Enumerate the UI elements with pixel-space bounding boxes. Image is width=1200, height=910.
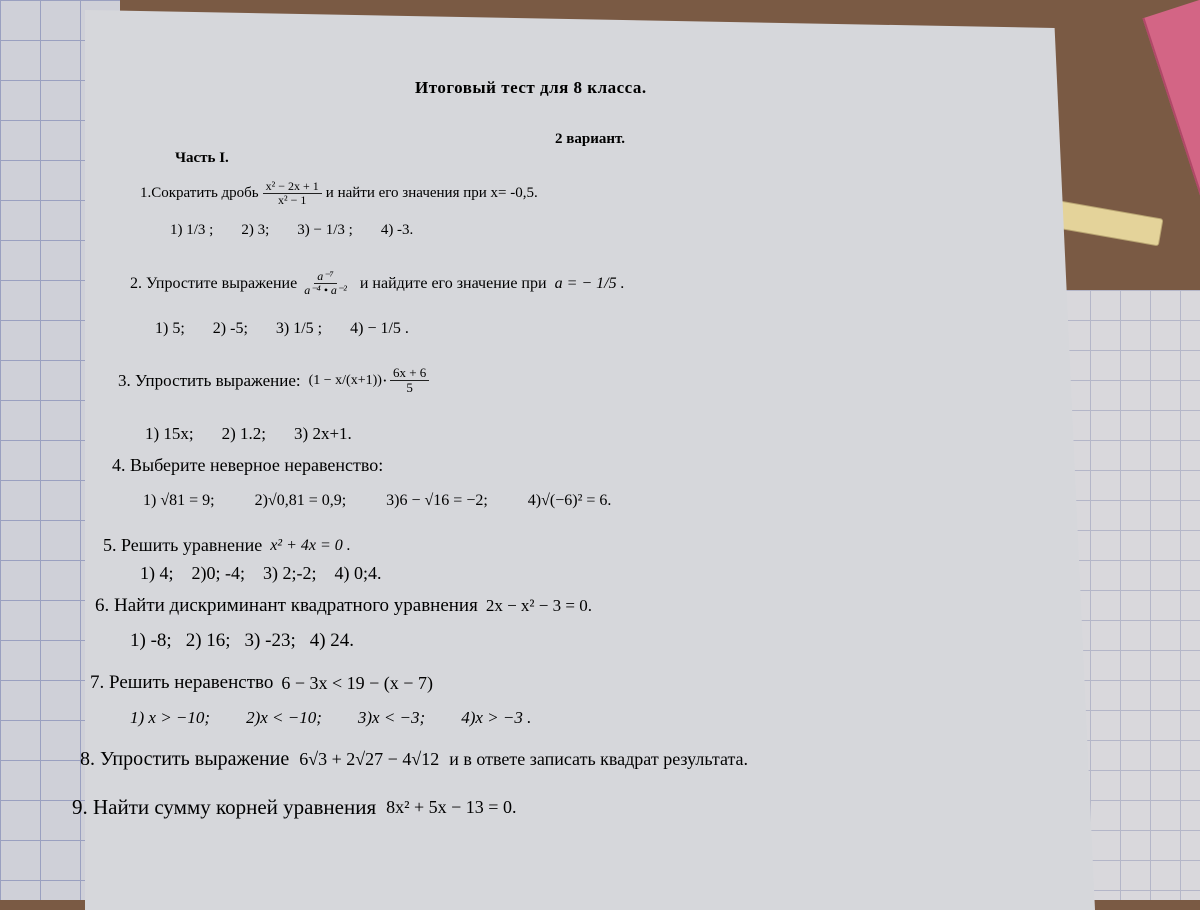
- part-label: Часть I.: [175, 150, 229, 166]
- q7-expr: 6 − 3x < 19 − (х − 7): [281, 672, 433, 693]
- q1-suffix: и найти его значения при х= -0,5.: [325, 185, 538, 202]
- q7-option-1: 1) x > −10;: [130, 708, 211, 727]
- q2-option-4: 4) − 1/5 .: [350, 320, 409, 337]
- q8-suffix: и в ответе записать квадрат результата.: [449, 749, 749, 769]
- variant-label: 2 вариант.: [555, 131, 625, 147]
- q2-denominator: a⁻⁴ • a⁻²: [304, 283, 347, 298]
- q9-prefix: 9. Найти сумму корней уравнения: [72, 795, 377, 819]
- q2-fraction: [301, 270, 350, 297]
- question-1: [140, 180, 538, 207]
- q2-condition: a = − 1/5 .: [554, 274, 625, 292]
- q1-option-3: 3) − 1/3 ;: [297, 222, 353, 238]
- q5-prefix: 5. Решить уравнение: [103, 535, 263, 555]
- q6-options: [130, 630, 382, 652]
- q3-option-1: 1) 15x;: [145, 424, 194, 443]
- q3-option-2: 2) 1.2;: [221, 424, 267, 443]
- q7-options: [130, 708, 559, 728]
- q3-option-3: 3) 2x+1.: [294, 424, 352, 443]
- q1-option-1: 1) 1/3 ;: [170, 222, 214, 238]
- question-6: [95, 595, 592, 617]
- q1-option-2: 2) 3;: [241, 222, 270, 238]
- question-9: [72, 795, 516, 820]
- q2-option-1: 1) 5;: [155, 320, 185, 337]
- question-8: [80, 748, 748, 771]
- q5-option-4: 4) 0;4.: [334, 563, 382, 583]
- q2-option-2: 2) -5;: [212, 320, 248, 337]
- q3-fraction: [390, 366, 429, 396]
- q4-option-3: 3)6 − √16 = −2;: [386, 492, 488, 509]
- q8-expr: 6√3 + 2√27 − 4√12: [299, 749, 440, 769]
- q3-expr-left: (1 − x/(x+1)): [308, 372, 382, 388]
- q5-option-2: 2)0; -4;: [191, 563, 245, 583]
- question-3: 3. Упростить выражение: (1 − x/(x+1)) · $\frac{6x + 6}{5}$: [118, 366, 433, 396]
- q5-option-1: 1) 4;: [140, 563, 174, 583]
- q3-numerator: 6x + 6: [390, 366, 429, 381]
- q6-expr: 2х − х² − 3 = 0.: [485, 596, 592, 615]
- q7-option-2: 2)x < −10;: [246, 708, 322, 727]
- test-title: Итоговый тест для 8 класса.: [415, 78, 647, 97]
- q4-text: 4. Выберите неверное неравенство:: [112, 455, 384, 475]
- q6-option-1: 1) -8;: [130, 630, 172, 651]
- q4-option-4: 4)√(−6)² = 6.: [527, 492, 612, 509]
- q7-option-3: 3)x < −3;: [357, 708, 426, 727]
- q4-option-2: 2)√0,81 = 0,9;: [254, 492, 347, 509]
- q7-prefix: 7. Решить неравенство: [90, 672, 274, 693]
- q2-numerator: a⁻⁷: [314, 270, 337, 284]
- q1-prefix: 1.Сократить дробь: [140, 185, 259, 202]
- q9-expr: 8х² + 5х − 13 = 0.: [386, 797, 517, 817]
- q5-options: [140, 563, 410, 584]
- question-2: [130, 270, 625, 297]
- q3-options: [145, 424, 380, 444]
- q3-denominator: 5: [406, 380, 413, 396]
- q1-denominator: х² − 1: [278, 193, 307, 208]
- q4-option-1: 1) √81 = 9;: [143, 492, 215, 509]
- q2-suffix: и найдите его значение при: [359, 274, 547, 292]
- q1-numerator: х² − 2х + 1: [263, 180, 322, 194]
- q4-options: [143, 492, 639, 510]
- q6-option-3: 3) -23;: [244, 630, 296, 651]
- q7-option-4: 4)x > −3 .: [461, 708, 532, 727]
- q6-prefix: 6. Найти дискриминант квадратного уравнения: [95, 595, 478, 616]
- q2-option-3: 3) 1/5 ;: [275, 320, 323, 337]
- q3-prefix: 3. Упростить выражение:: [118, 370, 301, 390]
- q5-expr: х² + 4х = 0 .: [270, 536, 351, 554]
- q6-option-2: 2) 16;: [185, 630, 231, 651]
- question-4: [112, 455, 383, 476]
- question-5: [103, 535, 351, 556]
- q8-prefix: 8. Упростить выражение: [80, 748, 290, 770]
- q2-prefix: 2. Упростите выражение: [130, 274, 298, 292]
- question-7: [90, 672, 433, 694]
- q5-option-3: 3) 2;-2;: [263, 563, 317, 583]
- q2-options: [155, 320, 437, 338]
- q1-fraction: [263, 180, 322, 207]
- q1-options: [170, 222, 441, 239]
- q1-option-4: 4) -3.: [380, 222, 414, 238]
- q6-option-4: 4) 24.: [309, 630, 355, 651]
